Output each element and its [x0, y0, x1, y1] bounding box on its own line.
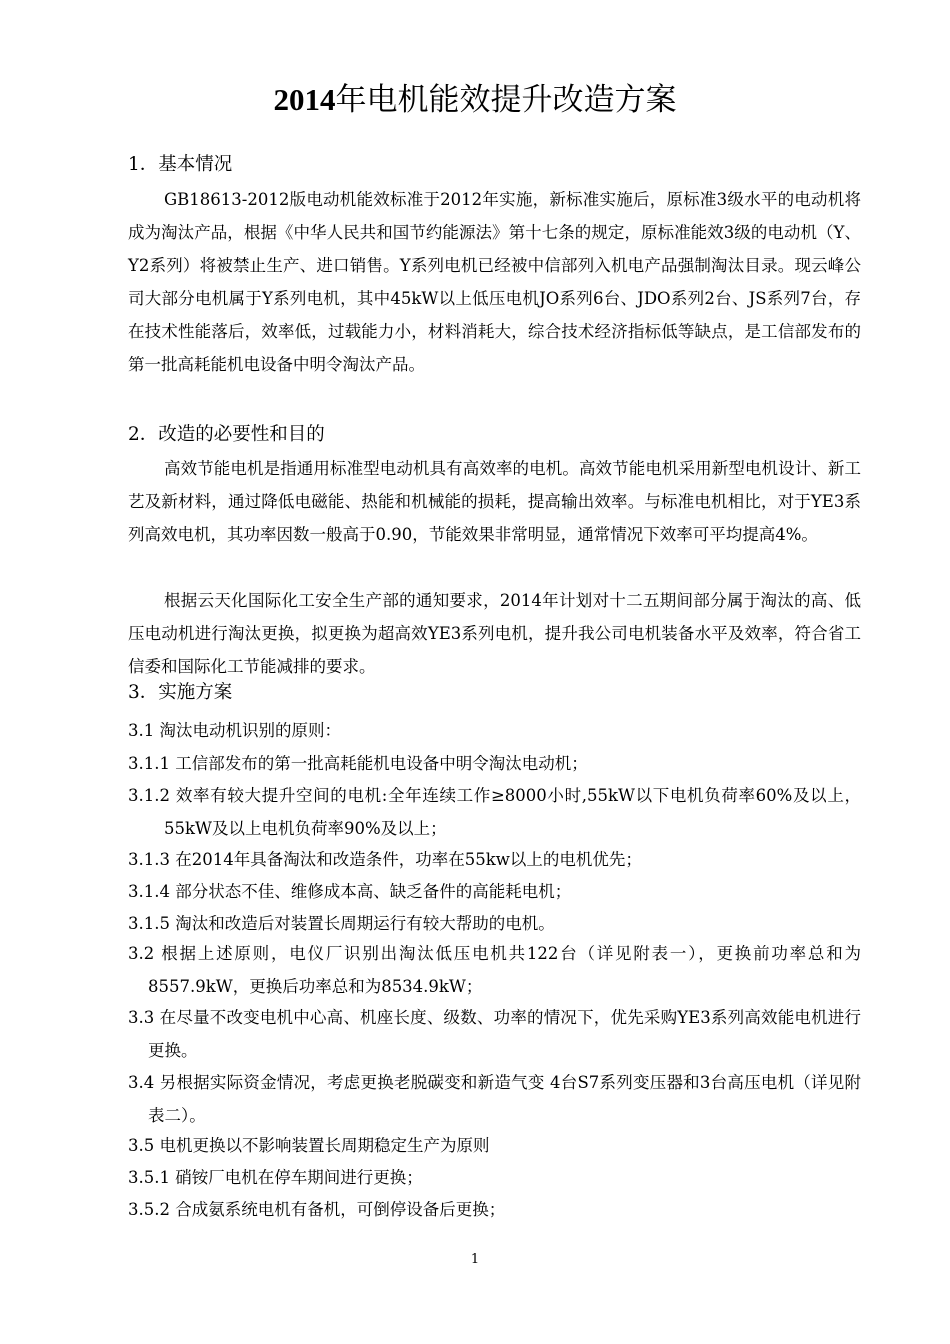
list-item-3-5-2: 3.5.2 合成氨系统电机有备机，可倒停设备后更换； — [128, 1200, 506, 1219]
section-1-paragraph: GB18613-2012版电动机能效标准于2012年实施，新标准实施后，原标准3级水平的电动机将成为淘汰产品，根据《中华人民共和国节约能源法》第十七条的规定，原标准能效3级的电动机（Y、Y2系列）将被禁止生产、进口销售。Y系列电机已经被中信部列入机电产品强制淘汰目录。现云峰公司大部分电机属于Y系列电机，其中45kW以上低压电机JO系列6台、JDO系列2台、JS系列7台，存在技术性能落后，效率低，过载能力小，材料消耗大，综合技术经济指标低等缺点，是工信部发布的第一批高耗能机电设备中明令淘汰产品。 — [128, 190, 861, 374]
list-item-3-4: 3.4 另根据实际资金情况，考虑更换老脱碳变和新造气变 4台S7系列变压器和3台高压电机（详见附表二）。 — [128, 1073, 861, 1125]
page-number: 1 — [470, 1252, 480, 1267]
list-item-3-5-1: 3.5.1 硝铵厂电机在停车期间进行更换； — [128, 1168, 423, 1187]
list-item-3-2: 3.2 根据上述原则，电仪厂识别出淘汰低压电机共122台（详见附表一），更换前功率总和为8557.9kW，更换后功率总和为8534.9kW； — [128, 944, 861, 996]
section-2-paragraph-2: 根据云天化国际化工安全生产部的通知要求，2014年计划对十二五期间部分属于淘汰的高、低压电动机进行淘汰更换，拟更换为超高效YE3系列电机，提升我公司电机装备水平及效率，符合省工信委和国际化工节能减排的要求。 — [128, 591, 861, 676]
list-item-3-3: 3.3 在尽量不改变电机中心高、机座长度、级数、功率的情况下，优先采购YE3系列高效能电机进行更换。 — [128, 1008, 861, 1060]
title-year: 2014 — [273, 82, 336, 117]
section-1-heading: 1．基本情况 — [128, 154, 233, 175]
list-item-3-5: 3.5 电机更换以不影响装置长周期稳定生产为原则 — [128, 1136, 490, 1155]
section-2-paragraph-1: 高效节能电机是指通用标准型电动机具有高效率的电机。高效节能电机采用新型电机设计、新工艺及新材料，通过降低电磁能、热能和机械能的损耗，提高输出效率。与标准电机相比，对于YE3系列高效电机，其功率因数一般高于0.90，节能效果非常明显，通常情况下效率可平均提高4%。 — [128, 459, 861, 544]
list-item-3-1-1: 3.1.1 工信部发布的第一批高耗能机电设备中明令淘汰电动机； — [128, 754, 588, 773]
section-3-heading: 3．实施方案 — [128, 682, 233, 703]
list-item-3-1-5: 3.1.5 淘汰和改造后对装置长周期运行有较大帮助的电机。 — [128, 914, 555, 933]
title-text: 年电机能效提升改造方案 — [335, 82, 677, 118]
list-item-3-1-2: 3.1.2 效率有较大提升空间的电机:全年连续工作≥8000小时,55kW以下电机负荷率60%及以上，55kW及以上电机负荷率90%及以上； — [128, 786, 861, 838]
section-2-heading: 2．改造的必要性和目的 — [128, 424, 325, 445]
document-title — [0, 76, 950, 124]
list-item-3-1-4: 3.1.4 部分状态不佳、维修成本高、缺乏备件的高能耗电机； — [128, 882, 572, 901]
list-item-3-1: 3.1 淘汰电动机识别的原则： — [128, 721, 341, 740]
list-item-3-1-3: 3.1.3 在2014年具备淘汰和改造条件，功率在55kw以上的电机优先； — [128, 850, 642, 869]
